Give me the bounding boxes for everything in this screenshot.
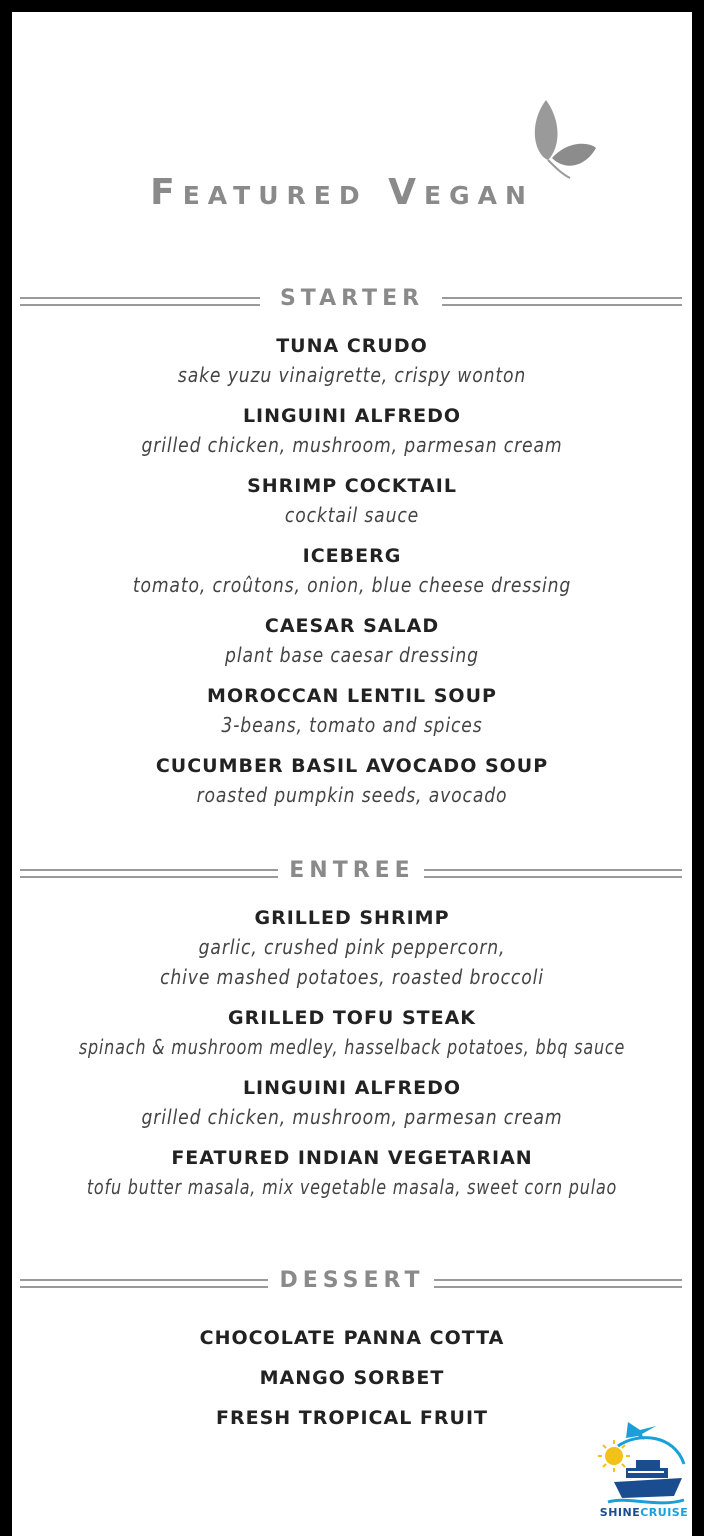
item-description: grilled chicken, mushroom, parmesan cream (141, 433, 563, 457)
item-name: CHOCOLATE PANNA COTTA (199, 1327, 505, 1349)
logo-wordmark (598, 1506, 690, 1519)
section-dessert (12, 1268, 692, 1444)
item-description: grilled chicken, mushroom, parmesan cream (141, 1105, 563, 1129)
item-description: spinach & mushroom medley, hasselback potatoes, bbq sauce (78, 1035, 626, 1059)
section-divider (12, 858, 692, 884)
menu-title-text: Featured Vegan (150, 172, 534, 213)
menu-item (12, 1364, 692, 1404)
item-description: plant base caesar dressing (225, 643, 479, 667)
item-description: tomato, croûtons, onion, blue cheese dressing (132, 573, 572, 597)
menu-page (12, 12, 692, 1536)
item-description: garlic, crushed pink peppercorn, (198, 935, 506, 959)
item-name: LINGUINI ALFREDO (242, 1077, 462, 1099)
item-name: LINGUINI ALFREDO (242, 405, 462, 427)
item-name: CAESAR SALAD (264, 615, 440, 637)
menu-item (12, 332, 692, 402)
item-name: FEATURED INDIAN VEGETARIAN (171, 1147, 533, 1169)
section-entree (12, 858, 692, 1214)
menu-item (12, 682, 692, 752)
menu-item (12, 402, 692, 472)
section-divider (12, 1268, 692, 1294)
menu-item (12, 612, 692, 682)
menu-item (12, 1404, 692, 1444)
item-name: GRILLED SHRIMP (254, 907, 450, 929)
menu-item (12, 904, 692, 1004)
section-heading: DESSERT (279, 1268, 425, 1293)
section-starter (12, 286, 692, 822)
item-name: CUCUMBER BASIL AVOCADO SOUP (155, 755, 549, 777)
item-description: 3-beans, tomato and spices (221, 713, 483, 737)
item-name: SHRIMP COCKTAIL (247, 475, 457, 497)
item-name: ICEBERG (302, 545, 402, 567)
item-name: GRILLED TOFU STEAK (227, 1007, 477, 1029)
item-name: MANGO SORBET (259, 1367, 445, 1389)
logo-word-cruise: CRUISE (640, 1506, 689, 1519)
item-description: tofu butter masala, mix vegetable masala, sweet corn pulao (86, 1175, 618, 1199)
menu-item (12, 1324, 692, 1364)
menu-item (12, 472, 692, 542)
item-name: MOROCCAN LENTIL SOUP (207, 685, 497, 707)
item-description: sake yuzu vinaigrette, crispy wonton (177, 363, 527, 387)
menu-item (12, 1144, 692, 1214)
menu-item (12, 752, 692, 822)
item-name: FRESH TROPICAL FRUIT (216, 1407, 488, 1429)
section-heading: STARTER (279, 286, 425, 311)
section-heading: ENTREE (289, 858, 415, 883)
menu-item (12, 542, 692, 612)
logo-word-shine: SHINE (599, 1506, 641, 1519)
item-name: TUNA CRUDO (276, 335, 428, 357)
section-divider (12, 286, 692, 312)
item-description-line2: chive mashed potatoes, roasted broccoli (160, 965, 544, 989)
item-description: cocktail sauce (284, 503, 420, 527)
menu-item (12, 1074, 692, 1144)
menu-title (12, 172, 692, 213)
menu-item (12, 1004, 692, 1074)
item-description: roasted pumpkin seeds, avocado (196, 783, 508, 807)
